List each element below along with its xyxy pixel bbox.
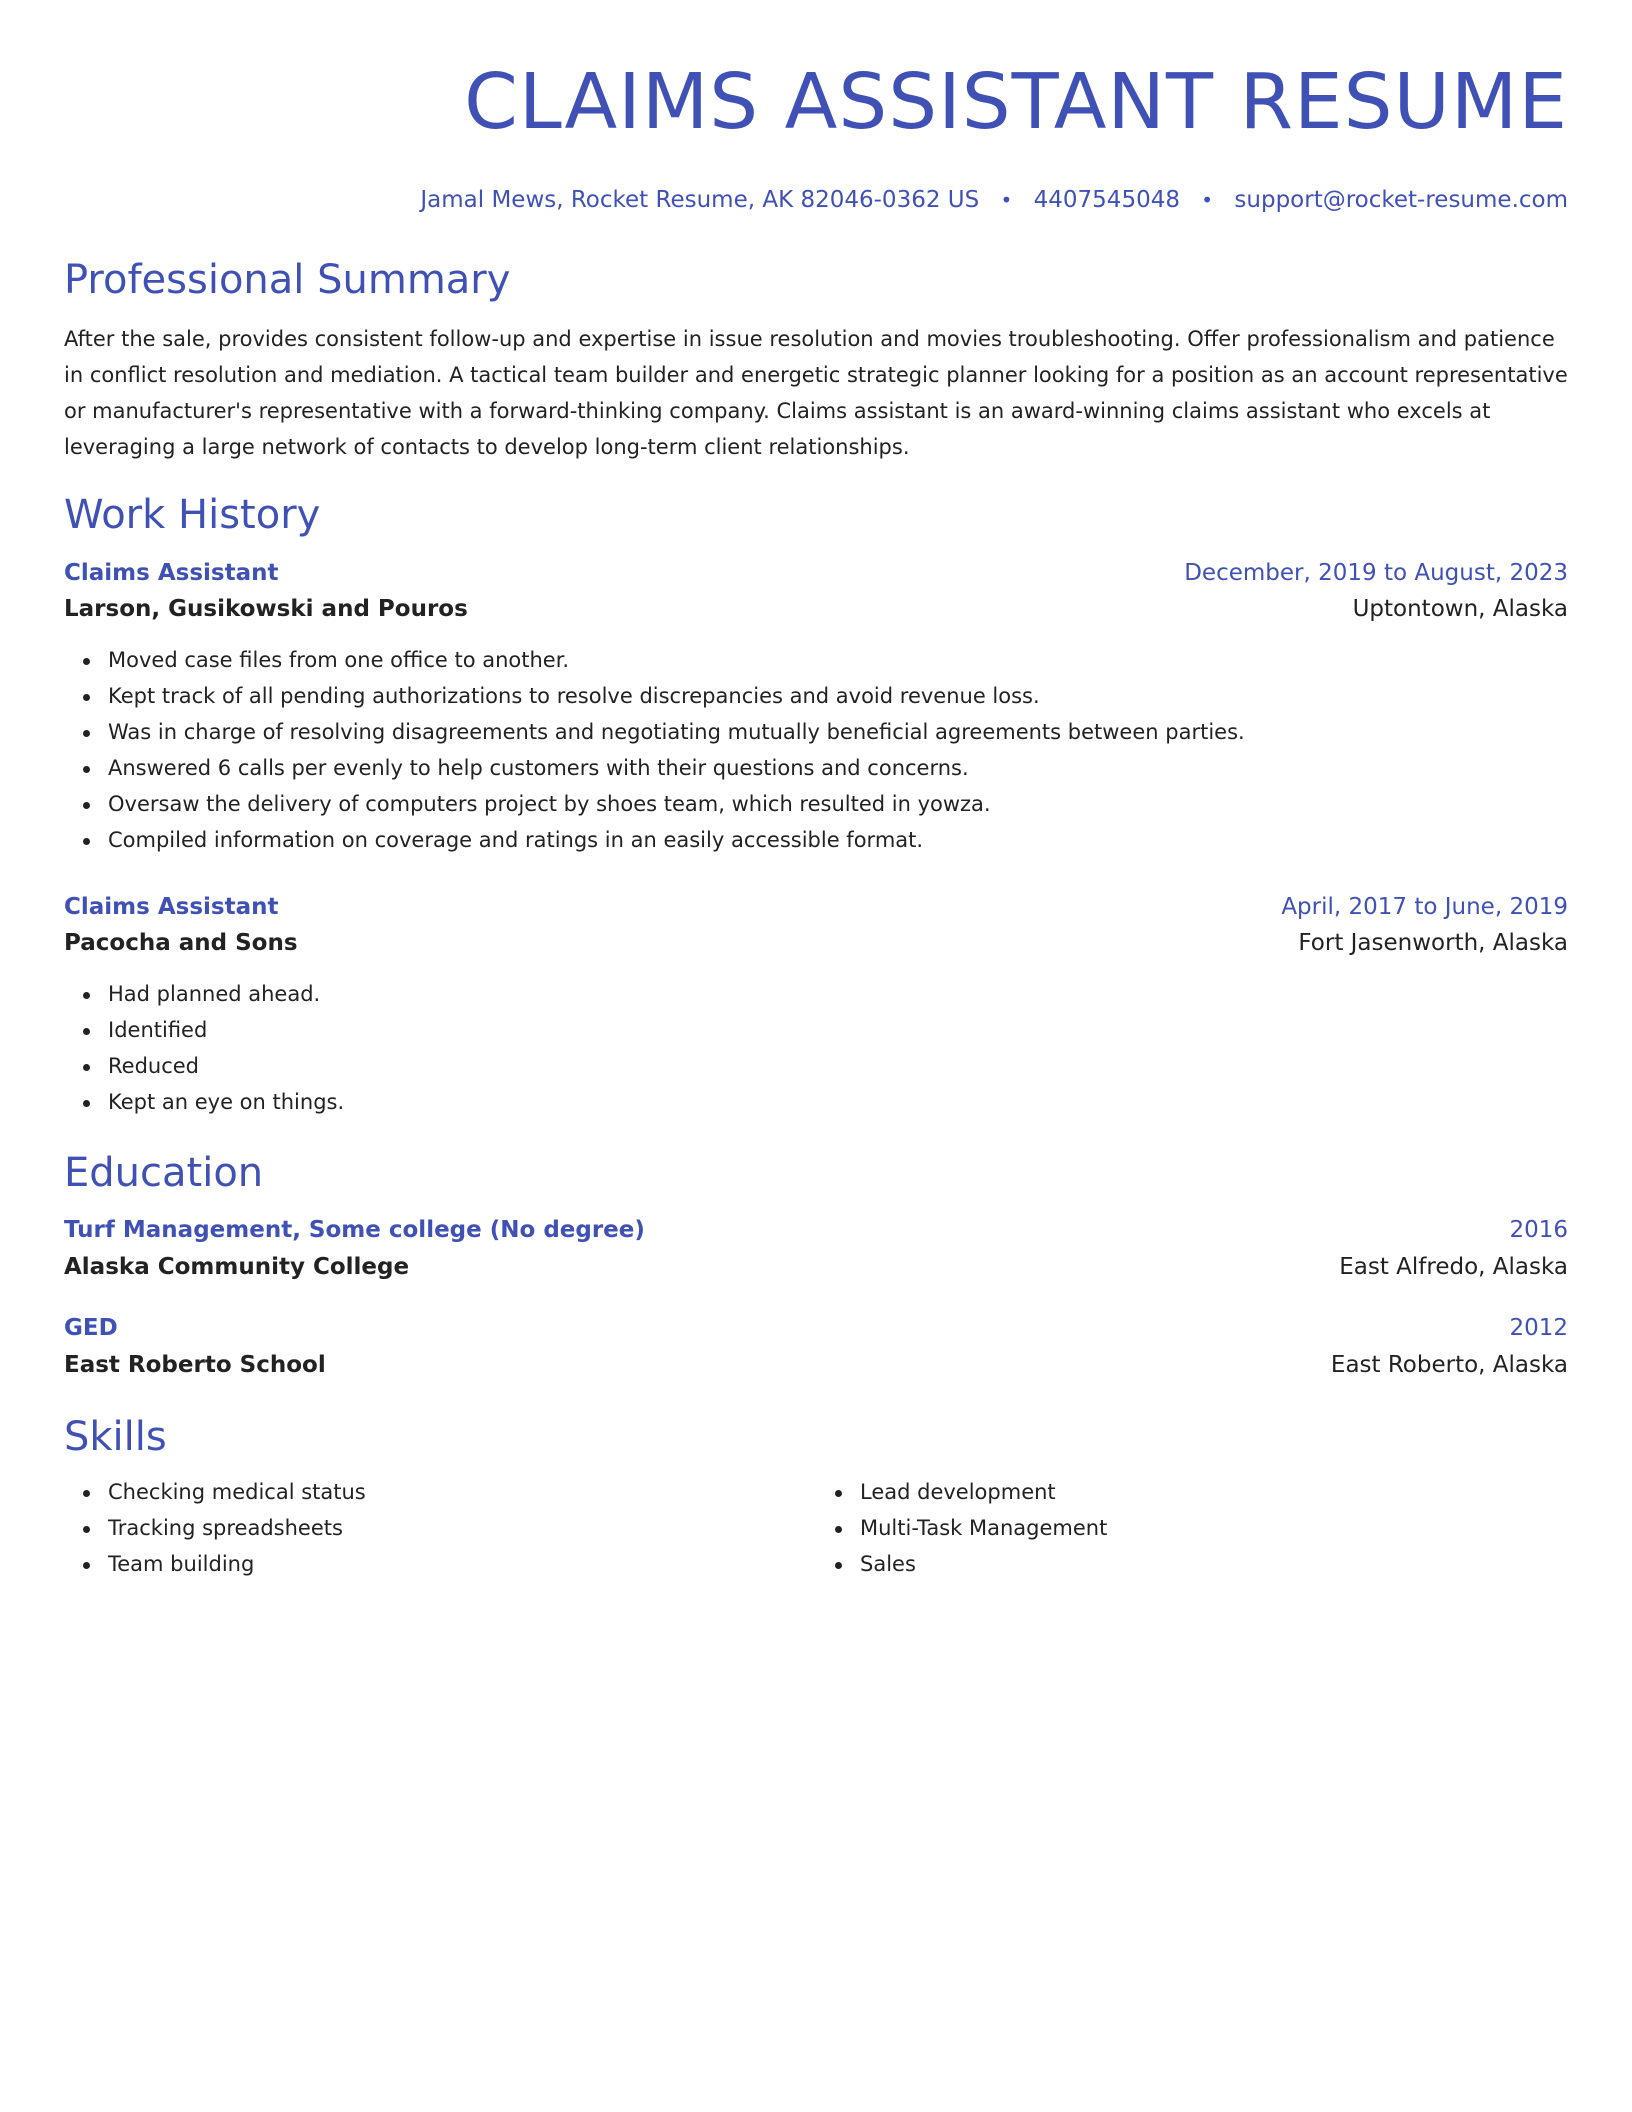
job-location: Uptontown, Alaska (1352, 596, 1568, 622)
job-bullet: Kept track of all pending authorizations to resolve discrepancies and avoid revenue loss. (108, 678, 1568, 714)
job-title-row (64, 890, 1568, 924)
education-location: East Alfredo, Alaska (1339, 1254, 1568, 1280)
skill-item: Tracking spreadsheets (108, 1510, 816, 1546)
contact-separator: • (1000, 188, 1013, 212)
job-title: Claims Assistant (64, 560, 279, 586)
skill-item: Team building (108, 1546, 816, 1582)
job-bullet: Identified (108, 1012, 1568, 1048)
education-school: East Roberto School (64, 1352, 326, 1378)
skill-item: Checking medical status (108, 1474, 816, 1510)
education-degree: GED (64, 1315, 118, 1341)
skills-heading: Skills (64, 1414, 167, 1460)
contact-email: support@rocket-resume.com (1234, 187, 1568, 213)
job-dates: April, 2017 to June, 2019 (1281, 894, 1568, 920)
skills-list-left (64, 1474, 816, 1582)
job-company: Larson, Gusikowski and Pouros (64, 596, 468, 622)
summary-heading: Professional Summary (64, 257, 511, 303)
job-bullet: Answered 6 calls per evenly to help customers with their questions and concerns. (108, 750, 1568, 786)
education-entry (64, 1310, 1568, 1384)
contact-address: Jamal Mews, Rocket Resume, AK 82046-0362 US (420, 187, 980, 213)
job-location: Fort Jasenworth, Alaska (1298, 930, 1568, 956)
resume-title: CLAIMS ASSISTANT RESUME (464, 58, 1568, 147)
job-entry (64, 890, 1568, 1120)
education-entry (64, 1212, 1568, 1286)
education-year: 2016 (1509, 1217, 1568, 1243)
contact-line (64, 185, 1568, 215)
job-bullet: Kept an eye on things. (108, 1084, 1568, 1120)
job-dates: December, 2019 to August, 2023 (1184, 560, 1568, 586)
education-school-row (64, 1248, 1568, 1286)
job-bullet: Oversaw the delivery of computers project by shoes team, which resulted in yowza. (108, 786, 1568, 822)
job-company: Pacocha and Sons (64, 930, 298, 956)
work-history-heading: Work History (64, 492, 321, 538)
skill-item: Sales (860, 1546, 1568, 1582)
job-title: Claims Assistant (64, 894, 279, 920)
job-bullet: Had planned ahead. (108, 976, 1568, 1012)
job-bullet: Compiled information on coverage and ratings in an easily accessible format. (108, 822, 1568, 858)
job-bullet: Reduced (108, 1048, 1568, 1084)
education-location: East Roberto, Alaska (1330, 1352, 1568, 1378)
job-company-row (64, 924, 1568, 962)
job-entry (64, 556, 1568, 858)
education-degree: Turf Management, Some college (No degree) (64, 1217, 645, 1243)
skill-item: Lead development (860, 1474, 1568, 1510)
job-bullet: Was in charge of resolving disagreements and negotiating mutually beneficial agreements between parties. (108, 714, 1568, 750)
education-heading: Education (64, 1150, 264, 1196)
education-degree-row (64, 1212, 1568, 1248)
contact-separator: • (1201, 188, 1214, 212)
education-degree-row (64, 1310, 1568, 1346)
skills-columns (64, 1474, 1568, 1582)
job-company-row (64, 590, 1568, 628)
education-school: Alaska Community College (64, 1254, 410, 1280)
job-bullets (64, 976, 1568, 1120)
summary-text: After the sale, provides consistent follow-up and expertise in issue resolution and movies troubleshooting. Offer professionalism and patience in conflict resolution and mediation. A tactical team builder and energetic strategic planner looking for a position as an account representative or manufacturer's representative with a forward-thinking company. Claims assistant is an award-winning claims assistant who excels at leveraging a large network of contacts to develop long-term client relationships. (64, 327, 1568, 459)
education-school-row (64, 1346, 1568, 1384)
contact-phone: 4407545048 (1033, 187, 1180, 213)
job-bullets (64, 642, 1568, 858)
skill-item: Multi-Task Management (860, 1510, 1568, 1546)
job-title-row (64, 556, 1568, 590)
skills-list-right (816, 1474, 1568, 1582)
education-year: 2012 (1509, 1315, 1568, 1341)
job-bullet: Moved case files from one office to another. (108, 642, 1568, 678)
